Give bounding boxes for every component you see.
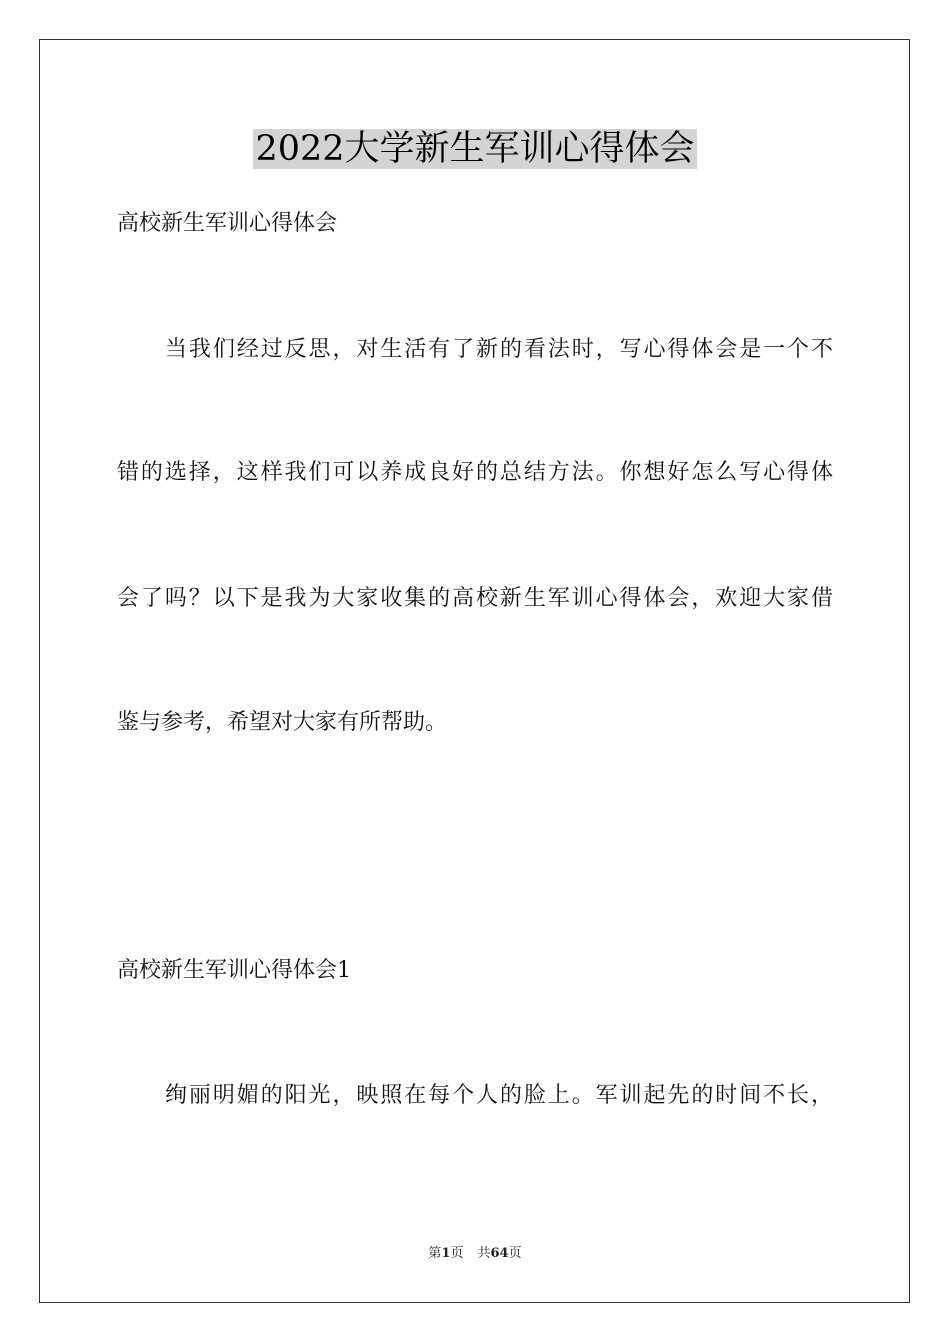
document-subtitle: 高校新生军训心得体会: [117, 211, 338, 236]
intro-paragraph-line-1: 当我们经过反思，对生活有了新的看法时，写心得体会是一个不: [165, 337, 833, 362]
section-heading: 高校新生军训心得体会1: [117, 958, 351, 983]
document-title-text: 2022大学新生军训心得体会: [255, 129, 695, 169]
page-footer: [0, 1245, 950, 1263]
footer-total-pages: 64: [490, 1246, 509, 1261]
document-title: [0, 125, 950, 173]
footer-total-prefix: 共: [477, 1246, 491, 1261]
footer-page-number: 1: [441, 1246, 451, 1261]
footer-total-suffix: 页: [508, 1246, 522, 1261]
footer-page-prefix: 第: [428, 1246, 442, 1261]
intro-paragraph-line-4: 鉴与参考，希望对大家有所帮助。: [117, 710, 448, 735]
intro-paragraph-line-3: 会了吗？以下是我为大家收集的高校新生军训心得体会，欢迎大家借: [117, 586, 833, 611]
intro-paragraph-line-2: 错的选择，这样我们可以养成良好的总结方法。你想好怎么写心得体: [117, 460, 833, 485]
section-paragraph-line-1: 绚丽明媚的阳光，映照在每个人的脸上。军训起先的时间不长，: [165, 1083, 833, 1108]
footer-page-suffix: 页: [450, 1246, 464, 1261]
